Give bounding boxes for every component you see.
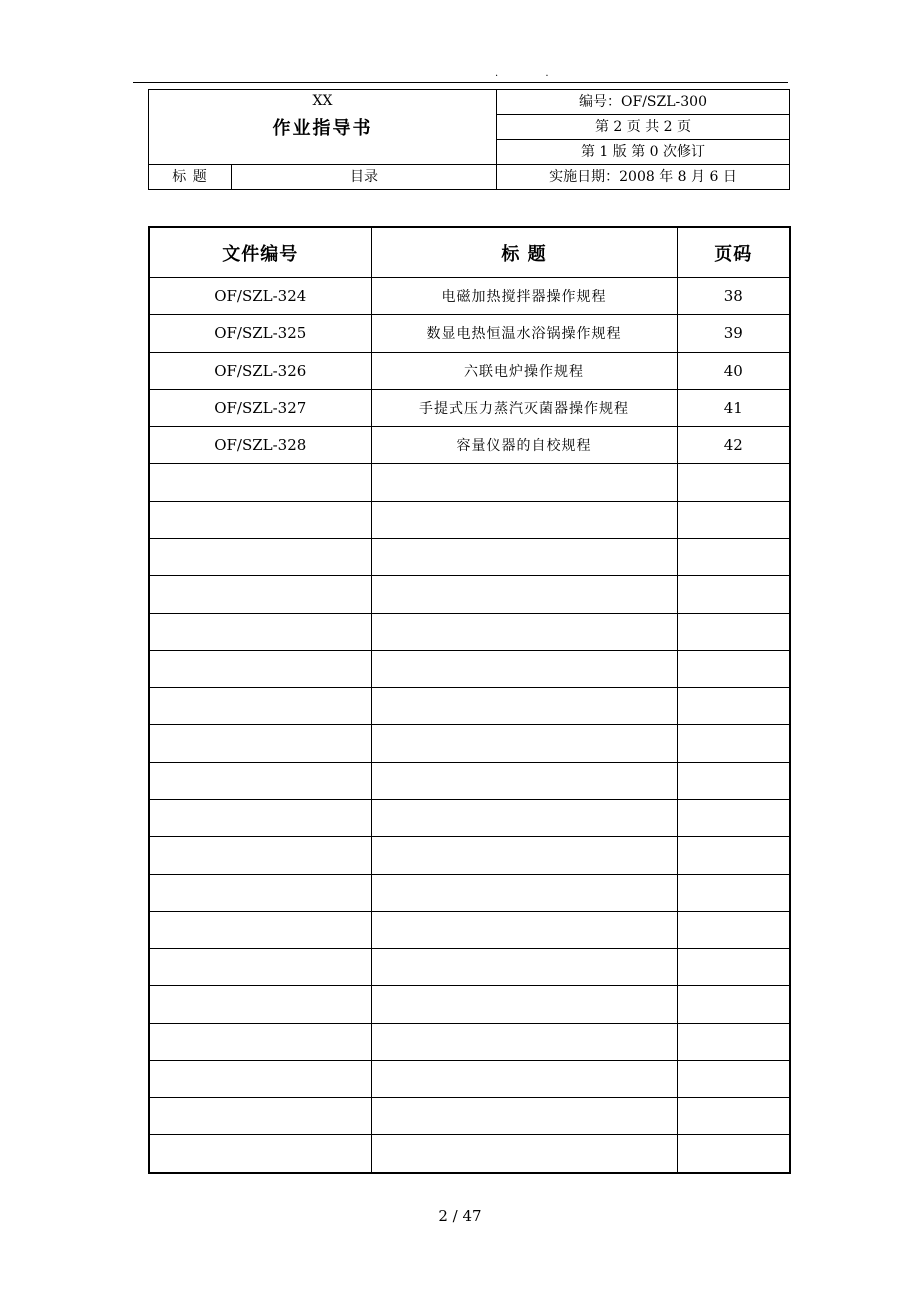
empty-cell <box>371 911 677 948</box>
row-page: 41 <box>677 389 790 426</box>
empty-table-row <box>149 725 790 762</box>
empty-table-row <box>149 799 790 836</box>
row-code: OF/SZL-324 <box>149 278 371 315</box>
table-row <box>149 389 790 426</box>
title-block <box>149 90 497 165</box>
empty-table-row <box>149 874 790 911</box>
empty-cell <box>371 538 677 575</box>
row-title: 数显电热恒温水浴锅操作规程 <box>371 315 677 352</box>
empty-cell <box>677 538 790 575</box>
table-row <box>149 352 790 389</box>
empty-cell <box>677 1060 790 1097</box>
empty-cell <box>149 837 371 874</box>
subject-value: 目录 <box>232 165 497 190</box>
empty-cell <box>677 874 790 911</box>
page-info: 第 2 页 共 2 页 <box>497 115 790 140</box>
empty-cell <box>149 762 371 799</box>
empty-cell <box>371 725 677 762</box>
empty-cell <box>371 1098 677 1135</box>
empty-cell <box>149 986 371 1023</box>
empty-table-row <box>149 1098 790 1135</box>
empty-table-row <box>149 762 790 799</box>
row-code: OF/SZL-325 <box>149 315 371 352</box>
empty-cell <box>149 911 371 948</box>
empty-cell <box>149 464 371 501</box>
empty-cell <box>371 576 677 613</box>
empty-cell <box>149 1098 371 1135</box>
empty-cell <box>371 650 677 687</box>
empty-table-row <box>149 464 790 501</box>
empty-cell <box>677 949 790 986</box>
empty-cell <box>149 799 371 836</box>
empty-cell <box>677 837 790 874</box>
empty-cell <box>677 576 790 613</box>
row-page: 42 <box>677 427 790 464</box>
empty-cell <box>149 1023 371 1060</box>
column-header-page: 页码 <box>677 227 790 278</box>
empty-cell <box>677 1023 790 1060</box>
document-header-table <box>148 89 790 190</box>
document-number: 编号：OF/SZL-300 <box>497 90 790 115</box>
empty-cell <box>149 688 371 725</box>
table-row <box>149 278 790 315</box>
table-row <box>149 427 790 464</box>
empty-table-row <box>149 613 790 650</box>
empty-cell <box>371 874 677 911</box>
empty-cell <box>371 799 677 836</box>
empty-cell <box>677 650 790 687</box>
empty-table-row <box>149 650 790 687</box>
empty-cell <box>371 613 677 650</box>
row-page: 38 <box>677 278 790 315</box>
empty-cell <box>677 762 790 799</box>
column-header-title: 标 题 <box>371 227 677 278</box>
empty-cell <box>149 576 371 613</box>
empty-cell <box>677 1135 790 1173</box>
empty-cell <box>371 1135 677 1173</box>
empty-cell <box>149 613 371 650</box>
empty-cell <box>371 949 677 986</box>
empty-table-row <box>149 576 790 613</box>
column-header-code: 文件编号 <box>149 227 371 278</box>
row-page: 39 <box>677 315 790 352</box>
header-rule <box>133 82 788 83</box>
company-name: XX <box>312 93 333 109</box>
empty-cell <box>371 1060 677 1097</box>
empty-table-row <box>149 1023 790 1060</box>
empty-cell <box>149 1135 371 1173</box>
empty-cell <box>677 613 790 650</box>
row-title: 六联电炉操作规程 <box>371 352 677 389</box>
empty-cell <box>149 650 371 687</box>
empty-cell <box>149 1060 371 1097</box>
empty-cell <box>149 725 371 762</box>
empty-table-row <box>149 688 790 725</box>
empty-cell <box>677 986 790 1023</box>
row-code: OF/SZL-327 <box>149 389 371 426</box>
empty-table-row <box>149 986 790 1023</box>
effective-date: 实施日期：2008 年 8 月 6 日 <box>497 165 790 190</box>
empty-table-row <box>149 538 790 575</box>
empty-cell <box>677 464 790 501</box>
empty-table-row <box>149 1060 790 1097</box>
empty-table-row <box>149 949 790 986</box>
table-row <box>149 315 790 352</box>
row-title: 容量仪器的自校规程 <box>371 427 677 464</box>
row-title: 电磁加热搅拌器操作规程 <box>371 278 677 315</box>
empty-table-row <box>149 911 790 948</box>
empty-cell <box>677 799 790 836</box>
empty-cell <box>149 949 371 986</box>
empty-cell <box>149 501 371 538</box>
empty-cell <box>677 911 790 948</box>
header-dots: . . <box>495 68 571 79</box>
page-number: 2 / 47 <box>438 1207 482 1225</box>
empty-cell <box>371 464 677 501</box>
row-code: OF/SZL-326 <box>149 352 371 389</box>
row-code: OF/SZL-328 <box>149 427 371 464</box>
empty-table-row <box>149 501 790 538</box>
empty-cell <box>371 762 677 799</box>
empty-cell <box>371 501 677 538</box>
empty-cell <box>371 837 677 874</box>
subject-label: 标 题 <box>149 165 232 190</box>
empty-cell <box>371 1023 677 1060</box>
empty-cell <box>149 538 371 575</box>
empty-cell <box>677 688 790 725</box>
document-title: 作业指导书 <box>272 118 373 139</box>
empty-cell <box>677 725 790 762</box>
row-title: 手提式压力蒸汽灭菌器操作规程 <box>371 389 677 426</box>
empty-cell <box>677 1098 790 1135</box>
empty-cell <box>677 501 790 538</box>
row-page: 40 <box>677 352 790 389</box>
empty-cell <box>371 986 677 1023</box>
empty-table-row <box>149 1135 790 1173</box>
revision-info: 第 1 版 第 0 次修订 <box>497 140 790 165</box>
contents-header-row <box>149 227 790 278</box>
contents-table <box>148 226 791 1174</box>
empty-cell <box>149 874 371 911</box>
empty-table-row <box>149 837 790 874</box>
empty-cell <box>371 688 677 725</box>
